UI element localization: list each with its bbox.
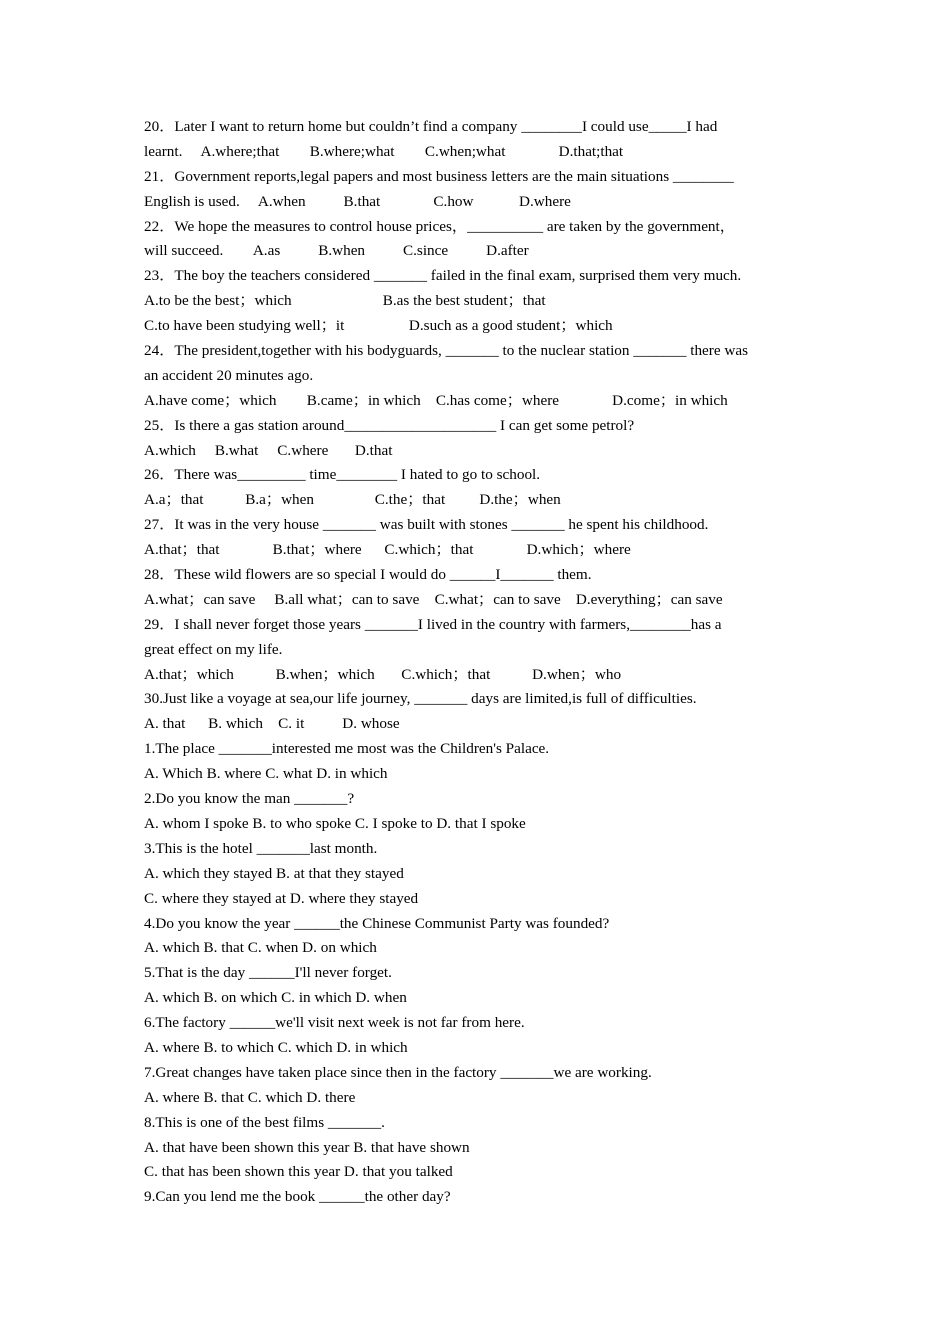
text-line: A. that have been shown this year B. that have shown	[144, 1138, 470, 1156]
text-line: 28．These wild flowers are so special I would do ______I_______ them.	[144, 566, 592, 584]
text-line: 25．Is there a gas station around____________________ I can get some petrol?	[144, 416, 635, 434]
text-line: 30.Just like a voyage at sea,our life journey, _______ days are limited,is full of difficulties.	[144, 690, 697, 708]
text-line: 3.This is the hotel _______last month.	[144, 839, 378, 857]
text-line: English is used. A.when B.that C.how D.where	[144, 192, 571, 210]
text-line: A.what；can save B.all what；can to save C.what；can to save D.everything；can save	[144, 590, 723, 608]
text-line: A. where B. that C. which D. there	[144, 1088, 356, 1106]
text-line: C.to have been studying well；it D.such as a good student；which	[144, 317, 613, 335]
text-line: A. which they stayed B. at that they stayed	[144, 864, 404, 882]
text-line: A.that；that B.that；where C.which；that D.which；where	[144, 541, 631, 559]
text-line: 4.Do you know the year ______the Chinese Communist Party was founded?	[144, 914, 610, 932]
text-line: 6.The factory ______we'll visit next week is not far from here.	[144, 1014, 525, 1032]
text-line: A.which B.what C.where D.that	[144, 441, 393, 459]
text-line: 5.That is the day ______I'll never forget.	[144, 964, 392, 982]
text-line: A.a；that B.a；when C.the；that D.the；when	[144, 491, 561, 509]
text-line: will succeed. A.as B.when C.since D.after	[144, 242, 529, 260]
text-line: 7.Great changes have taken place since then in the factory _______we are working.	[144, 1063, 652, 1081]
text-line: 9.Can you lend me the book ______the other day?	[144, 1188, 451, 1206]
text-line: 24．The president,together with his bodyguards, _______ to the nuclear station _______ there was	[144, 342, 748, 360]
text-line: C. where they stayed at D. where they stayed	[144, 889, 419, 907]
text-line: C. that has been shown this year D. that you talked	[144, 1163, 453, 1181]
text-line: 26．There was_________ time________ I hated to go to school.	[144, 466, 541, 484]
text-line: an accident 20 minutes ago.	[144, 366, 314, 384]
text-line: learnt. A.where;that B.where;what C.when;what D.that;that	[144, 142, 624, 160]
text-line: A. Which B. where C. what D. in which	[144, 765, 388, 783]
text-line: 1.The place _______interested me most was the Children's Palace.	[144, 740, 550, 758]
text-line: A. where B. to which C. which D. in which	[144, 1038, 408, 1056]
text-line: 20．Later I want to return home but couldn’t find a company ________I could use_____I had	[144, 118, 718, 135]
text-line: A.to be the best；which B.as the best student；that	[144, 292, 546, 310]
text-line: A.have come；which B.came；in which C.has come；where D.come；in which	[144, 391, 728, 409]
document-page	[144, 115, 824, 1210]
text-line: 8.This is one of the best films _______.	[144, 1113, 385, 1131]
text-line: 27．It was in the very house _______ was built with stones _______ he spent his childhood.	[144, 516, 709, 534]
text-line: A.that；which B.when；which C.which；that D.when；who	[144, 665, 622, 683]
text-line: A. which B. that C. when D. on which	[144, 939, 377, 957]
text-line: 2.Do you know the man _______?	[144, 790, 355, 808]
text-line: 23．The boy the teachers considered _______ failed in the final exam, surprised them very much.	[144, 267, 742, 285]
text-line: 29．I shall never forget those years _______I lived in the country with farmers,________has a	[144, 615, 722, 633]
text-line: A. that B. which C. it D. whose	[144, 715, 400, 733]
text-line: great effect on my life.	[144, 640, 283, 658]
text-line: 22．We hope the measures to control house prices，__________ are taken by the government，	[144, 217, 735, 235]
text-line: A. whom I spoke B. to who spoke C. I spoke to D. that I spoke	[144, 814, 526, 832]
text-line: A. which B. on which C. in which D. when	[144, 989, 407, 1007]
text-line: 21．Government reports,legal papers and most business letters are the main situations ________	[144, 167, 734, 185]
